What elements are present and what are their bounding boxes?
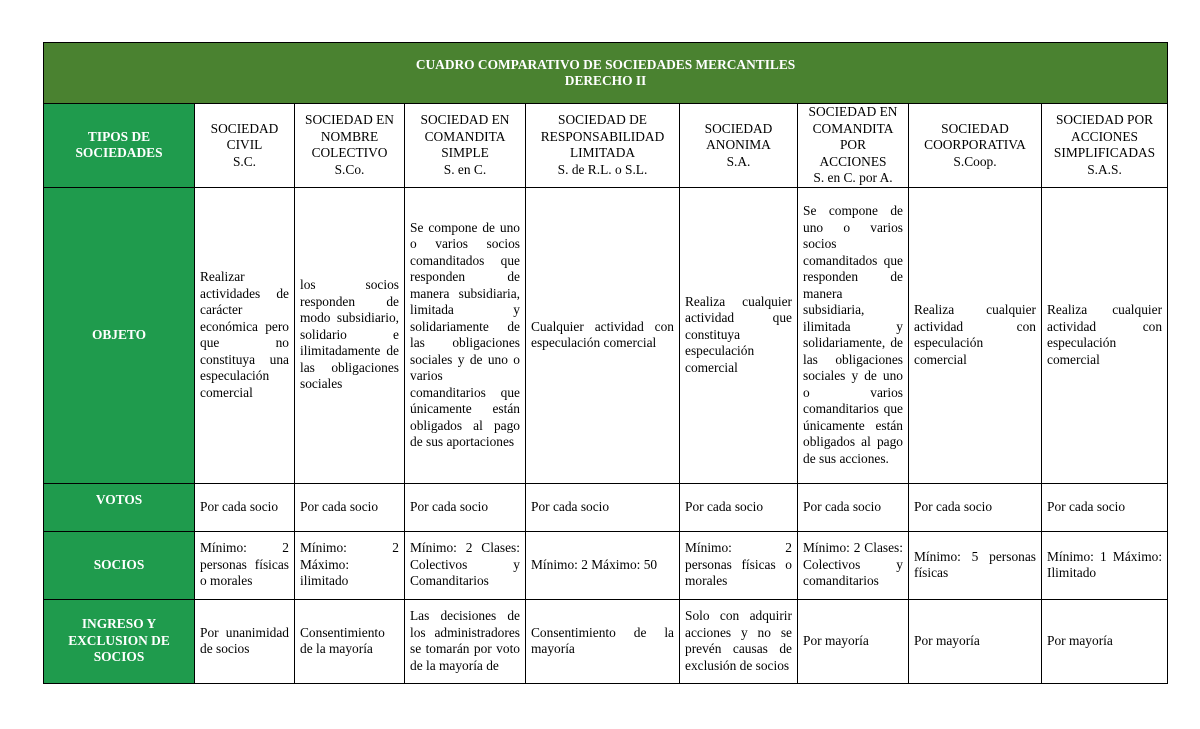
objeto-cell-senc: Se compone de uno o varios socios comanditados que responden de manera subsidiaria, limitada y solidariamente de las obligaciones sociales y de uno o varios comanditarios que únicamente están obligados al pago de sus aportaciones (405, 187, 526, 483)
column-name-line: CIVIL (226, 137, 263, 152)
column-header-sencpa (798, 104, 909, 188)
row-header-tipos-line: TIPOS DE (87, 128, 151, 144)
column-name-line: NOMBRE (320, 128, 379, 144)
ingreso-row (44, 599, 1168, 683)
column-name-line: SOCIEDAD EN (420, 112, 510, 128)
row-header-tipos (44, 104, 195, 188)
column-name-line: SIMPLIFICADAS (1053, 145, 1156, 161)
ingreso-cell-sc: Por unanimidad de socios (195, 599, 295, 683)
row-header-tipos-line: SOCIEDADES (75, 145, 163, 161)
row-header-ingreso-line: SOCIOS (93, 649, 145, 665)
column-abbr: S. en C. (443, 161, 487, 177)
votos-cell-sa: Por cada socio (680, 483, 798, 531)
votos-row (44, 483, 1168, 531)
socios-cell-scoop: Mínimo: 5 personas físicas (909, 531, 1042, 599)
table-title (44, 43, 1168, 104)
column-name-line: COMANDITA (812, 120, 894, 136)
row-header-votos: VOTOS (44, 483, 195, 531)
column-name-line: POR (839, 137, 867, 152)
socios-cell-sencpa: Mínimo: 2 Clases: Colectivos y comanditarios (798, 531, 909, 599)
column-header-srl (526, 104, 680, 188)
column-abbr: S.Co. (334, 161, 365, 177)
column-header-senc (405, 104, 526, 188)
column-name-line: SOCIEDAD EN (808, 104, 898, 119)
types-row (44, 104, 1168, 188)
objeto-cell-sa: Realiza cualquier actividad que constituya especulación comercial (680, 187, 798, 483)
row-header-ingreso-line: INGRESO Y (81, 616, 157, 632)
votos-cell-sc: Por cada socio (195, 483, 295, 531)
row-header-ingreso (44, 599, 195, 683)
objeto-cell-srl: Cualquier actividad con especulación comercial (526, 187, 680, 483)
row-header-socios: SOCIOS (44, 531, 195, 599)
votos-cell-sencpa: Por cada socio (798, 483, 909, 531)
ingreso-cell-scoop: Por mayoría (909, 599, 1042, 683)
votos-cell-scoop: Por cada socio (909, 483, 1042, 531)
objeto-cell-sco: los socios responden de modo subsidiario, solidario e ilimitadamente de las obligaciones sociales (295, 187, 405, 483)
objeto-cell-sas: Realiza cualquier actividad con especulación comercial (1042, 187, 1168, 483)
column-abbr: S.A.S. (1087, 161, 1122, 177)
ingreso-cell-sco: Consentimiento de la mayoría (295, 599, 405, 683)
objeto-cell-scoop: Realiza cualquier actividad con especulación comercial (909, 187, 1042, 483)
objeto-cell-sencpa: Se compone de uno o varios socios comanditados que responden de manera subsidiaria, ilimitada y solidariamente, de las obligaciones sociales y de uno o varios comanditarios que únicamente están obligados al pago de sus acciones. (798, 187, 909, 483)
column-name-line: SOCIEDAD (704, 120, 773, 136)
column-abbr: S. de R.L. o S.L. (557, 161, 648, 177)
title-line-1: CUADRO COMPARATIVO DE SOCIEDADES MERCANTILES (415, 56, 796, 72)
column-header-sa (680, 104, 798, 188)
comparison-table (43, 42, 1168, 684)
title-row (44, 43, 1168, 104)
ingreso-cell-sa: Solo con adquirir acciones y no se prevén causas de exclusión de socios (680, 599, 798, 683)
ingreso-cell-sas: Por mayoría (1042, 599, 1168, 683)
ingreso-cell-senc: Las decisiones de los administradores se tomarán por voto de la mayoría de (405, 599, 526, 683)
row-header-ingreso-line: EXCLUSION DE (68, 632, 170, 648)
column-name-line: COLECTIVO (311, 145, 388, 161)
column-name-line: COORPORATIVA (924, 137, 1026, 152)
column-name-line: RESPONSABILIDAD (540, 128, 665, 144)
socios-cell-sas: Mínimo: 1 Máximo: Ilimitado (1042, 531, 1168, 599)
ingreso-cell-sencpa: Por mayoría (798, 599, 909, 683)
column-name-line: SIMPLE (441, 145, 489, 161)
column-header-scoop (909, 104, 1042, 188)
votos-cell-senc: Por cada socio (405, 483, 526, 531)
column-name-line: ACCIONES (819, 153, 887, 169)
ingreso-cell-srl: Consentimiento de la mayoría (526, 599, 680, 683)
row-header-objeto: OBJETO (44, 187, 195, 483)
column-header-sas (1042, 104, 1168, 188)
column-name-line: SOCIEDAD (941, 120, 1009, 136)
column-name-line: SOCIEDAD (210, 120, 279, 136)
objeto-cell-sc: Realizar actividades de carácter económica pero que no constituya una especulación comercial (195, 187, 295, 483)
votos-cell-sas: Por cada socio (1042, 483, 1168, 531)
votos-cell-sco: Por cada socio (295, 483, 405, 531)
votos-cell-srl: Por cada socio (526, 483, 680, 531)
title-line-2: DERECHO II (564, 73, 647, 88)
column-name-line: SOCIEDAD EN (305, 112, 394, 128)
column-header-sc (195, 104, 295, 188)
column-abbr: S. en C. por A. (813, 170, 893, 185)
socios-cell-srl: Mínimo: 2 Máximo: 50 (526, 531, 680, 599)
socios-row (44, 531, 1168, 599)
objeto-row (44, 187, 1168, 483)
socios-cell-sco: Mínimo: 2 Máximo: ilimitado (295, 531, 405, 599)
column-name-line: SOCIEDAD POR (1055, 112, 1154, 128)
column-name-line: COMANDITA (424, 128, 506, 144)
column-name-line: SOCIEDAD DE (558, 112, 647, 128)
column-name-line: LIMITADA (569, 145, 636, 161)
column-header-sco (295, 104, 405, 188)
column-name-line: ANONIMA (706, 137, 771, 152)
column-abbr: S.C. (232, 153, 257, 169)
socios-cell-sc: Mínimo: 2 personas físicas o morales (195, 531, 295, 599)
socios-cell-sa: Mínimo: 2 personas físicas o morales (680, 531, 798, 599)
socios-cell-senc: Mínimo: 2 Clases: Colectivos y Comanditarios (405, 531, 526, 599)
column-abbr: S.Coop. (953, 153, 997, 169)
column-abbr: S.A. (726, 153, 751, 169)
column-name-line: ACCIONES (1071, 128, 1138, 144)
